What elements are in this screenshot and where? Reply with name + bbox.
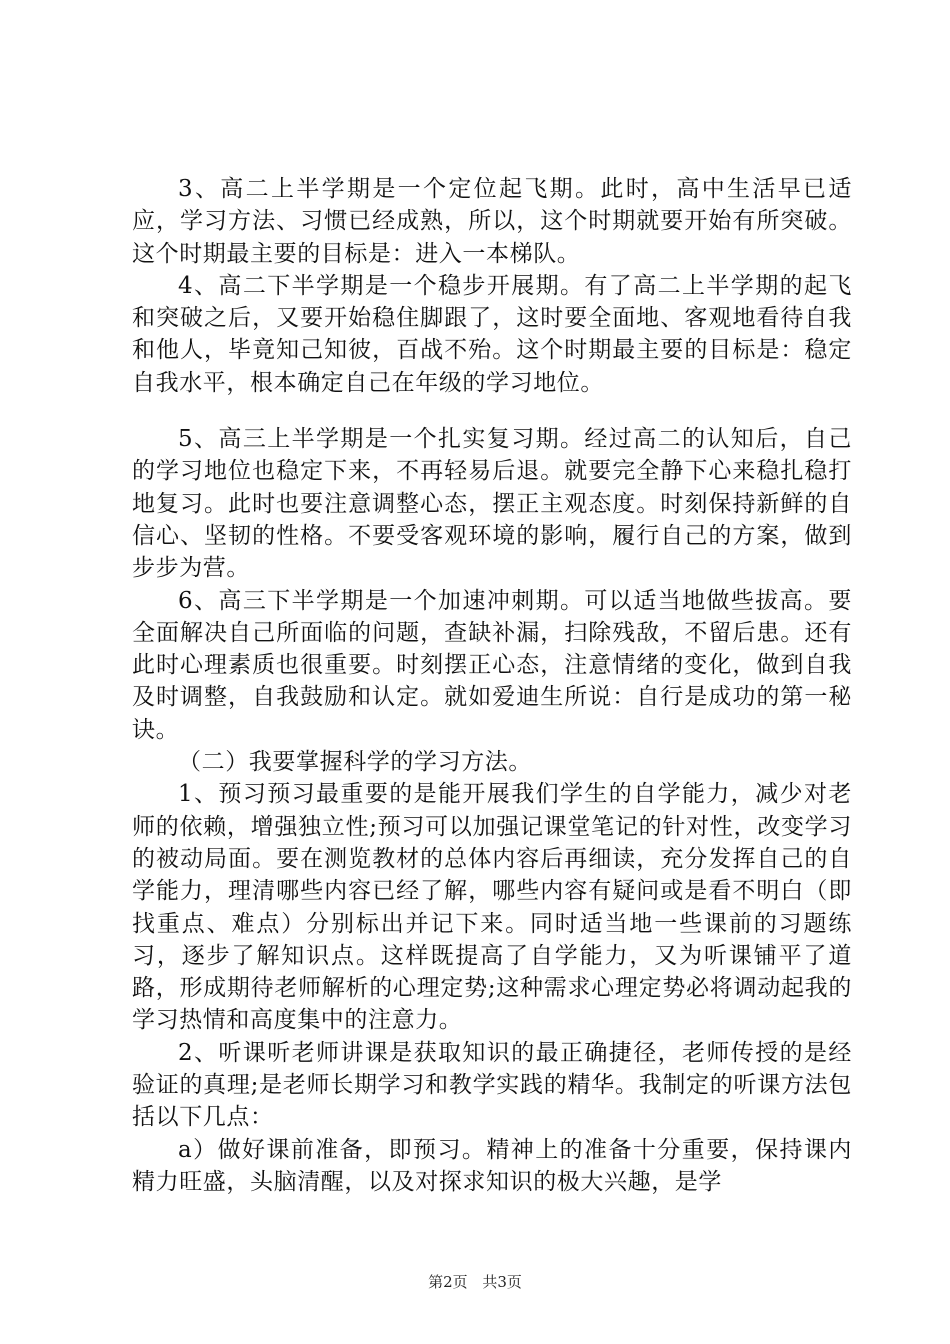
page-footer xyxy=(0,1271,950,1292)
page-number: 第2页 xyxy=(428,1273,468,1291)
paragraph-listening: 2、听课听老师讲课是获取知识的最正确捷径，老师传授的是经验证的真理;是老师长期学习和教学实践的精华。我制定的听课方法包括以下几点： xyxy=(132,1039,852,1131)
document-body xyxy=(132,173,852,1198)
section-heading-methods: （二）我要掌握科学的学习方法。 xyxy=(178,749,532,776)
paragraph-preview: 1、预习预习最重要的是能开展我们学生的自学能力，减少对老师的依赖，增强独立性;预习可以加强记课堂笔记的针对性，改变学习的被动局面。要在测览教材的总体内容后再细读，充分发挥自己的自学能力，理清哪些内容已经了解，哪些内容有疑问或是看不明白（即找重点、难点）分别标出并记下来。同时适当地一些课前的习题练习，逐步了解知识点。这样既提高了自学能力，又为听课铺平了道路，形成期待老师解析的心理定势;这种需求心理定势必将调动起我的学习热情和高度集中的注意力。 xyxy=(132,781,852,1034)
paragraph-4: 4、高二下半学期是一个稳步开展期。有了高二上半学期的起飞和突破之后，又要开始稳住脚跟了，这时要全面地、客观地看待自我和他人，毕竟知己知彼，百战不殆。这个时期最主要的目标是：稳定自我水平，根本确定自己在年级的学习地位。 xyxy=(132,272,852,396)
paragraph-3: 3、高二上半学期是一个定位起飞期。此时，高中生活早已适应，学习方法、习惯已经成熟，所以，这个时期就要开始有所突破。这个时期最主要的目标是：进入一本梯队。 xyxy=(132,176,852,267)
paragraph-5: 5、高三上半学期是一个扎实复习期。经过高二的认知后，自己的学习地位也稳定下来，不再轻易后退。就要完全静下心来稳扎稳打地复习。此时也要注意调整心态，摆正主观态度。时刻保持新鲜的自信心、坚韧的性格。不要受客观环境的影响，履行自己的方案，做到步步为营。 xyxy=(132,426,852,582)
paragraph-6: 6、高三下半学期是一个加速冲刺期。可以适当地做些拔高。要全面解决自己所面临的问题，查缺补漏，扫除残敌，不留后患。还有此时心理素质也很重要。时刻摆正心态，注意情绪的变化，做到自我及时调整，自我鼓励和认定。就如爱迪生所说：自行是成功的第一秘诀。 xyxy=(132,587,852,743)
page-total: 共3页 xyxy=(482,1273,522,1291)
paragraph-item-a: a）做好课前准备，即预习。精神上的准备十分重要，保持课内精力旺盛，头脑清醒，以及对探求知识的极大兴趣，是学 xyxy=(132,1136,852,1195)
